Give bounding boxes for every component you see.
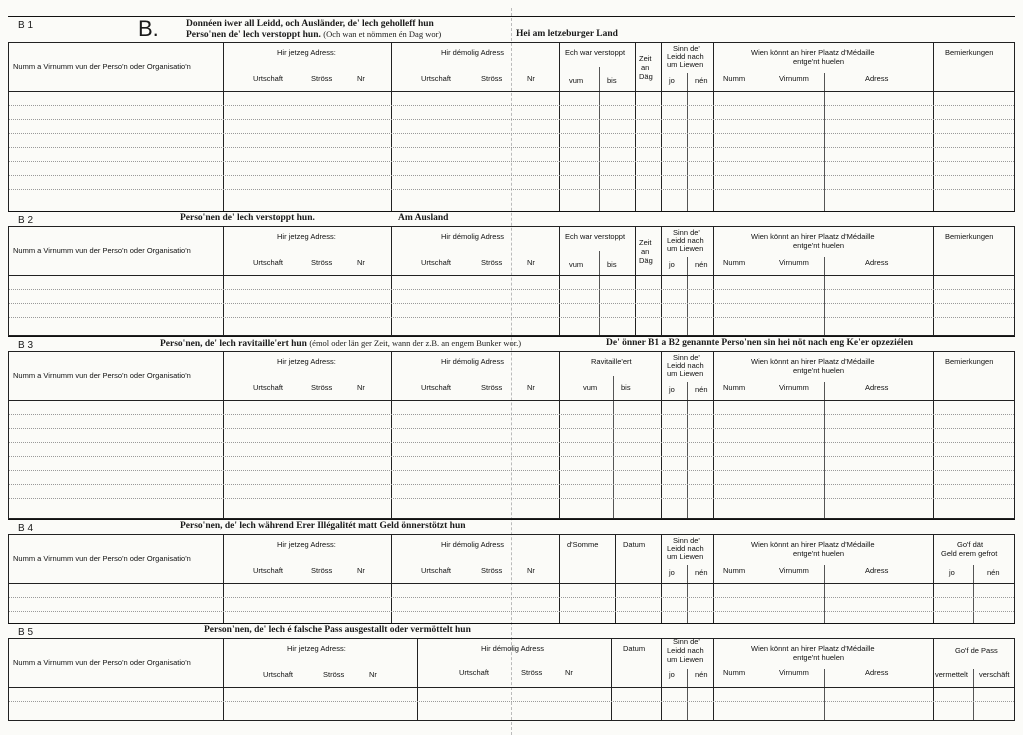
section-id: B 1	[18, 20, 34, 31]
form-letter: B.	[138, 16, 159, 41]
section-b1-table: Numm a Virnumm vun der Perso'n oder Organisatio'n Hir jetzeg Adress: Urtschaft Ströss Nr Hir démolig Adress Urtschaft Ströss Nr Ech war verstoppt vum bis Zeit an Däg Sinn de' Leidd nach um Liewen jo nén Wien könnt an hirer Plaatz d'Médaille entge'nt huelen Numm Virnumm Adress Bemierkungen	[8, 42, 1015, 212]
section-b2-header: B 2 Perso'nen de' lech verstoppt hun. Am Ausland	[8, 211, 1015, 226]
section-b3-table: Numm a Virnumm vun der Perso'n oder Organisatio'n Hir jetzeg Adress: Urtschaft Ströss Nr Hir démolig Adress Urtschaft Ströss Nr Ravitaille'ert vum bis Sinn de' Leidd nach um Liewen jo nén Wien könnt an hirer Plaatz d'Médaille entge'nt huelen Numm Virnumm Adress Bemierkungen	[8, 351, 1015, 519]
section-b2-table: Numm a Virnumm vun der Perso'n oder Organisatio'n Hir jetzeg Adress: Urtschaft Ströss Nr Hir démolig Adress Urtschaft Ströss Nr Ech war verstoppt vum bis Zeit an Däg Sinn de' Leidd nach um Liewen jo nén Wien könnt an hirer Plaatz d'Médaille entge'nt huelen Numm Virnumm Adress Bemierkungen	[8, 226, 1015, 336]
section-b5-table: Numm a Virnumm vun der Perso'n oder Organisatio'n Hir jetzeg Adress: Urtschaft Ströss Nr Hir démolig Adress Urtschaft Ströss Nr Datum Sinn de' Leidd nach um Liewen jo nén Wien könnt an hirer Plaatz d'Médaille entge'nt huelen Numm Virnumm Adress Go'f de Pass vermettelt verschäft	[8, 638, 1015, 721]
col-name: Numm a Virnumm vun der Perso'n oder Organisatio'n	[13, 62, 191, 71]
section-b4-table: Numm a Virnumm vun der Perso'n oder Organisatio'n Hir jetzeg Adress: Urtschaft Ströss Nr Hir démolig Adress Urtschaft Ströss Nr d'Somme Datum Sinn de' Leidd nach um Liewen jo nén Wien könnt an hirer Plaatz d'Médaille entge'nt huelen Numm Virnumm Adress Go'f dät Geld erem gefrot jo nén	[8, 534, 1015, 624]
section-title: Donnéen iwer all Leidd, och Ausländer, de' lech geholleff hun	[186, 19, 434, 29]
section-b5-header: B 5 Person'nen, de' lech é falsche Pass ausgestallt oder vermöttelt hun	[8, 623, 1015, 638]
section-b1-header	[8, 16, 1015, 40]
section-b3-header: B 3 Perso'nen, de' lech ravitaille'ert hun (émol oder län ger Zeit, wann der z.B. an engem Bunker wor.) De' önner B1 a B2 genannte Perso'nen sin hei nöt nach eng Ke'er opzeziélen	[8, 336, 1015, 351]
section-location: Hei am letzeburger Land	[516, 29, 618, 39]
section-b4-header: B 4 Perso'nen, de' lech während Erer Illégalitét matt Geld önnerstötzt hun	[8, 519, 1015, 534]
section-subtitle: Perso'nen de' lech verstoppt hun. (Och wan et nömmen én Dag wor)	[186, 29, 442, 40]
